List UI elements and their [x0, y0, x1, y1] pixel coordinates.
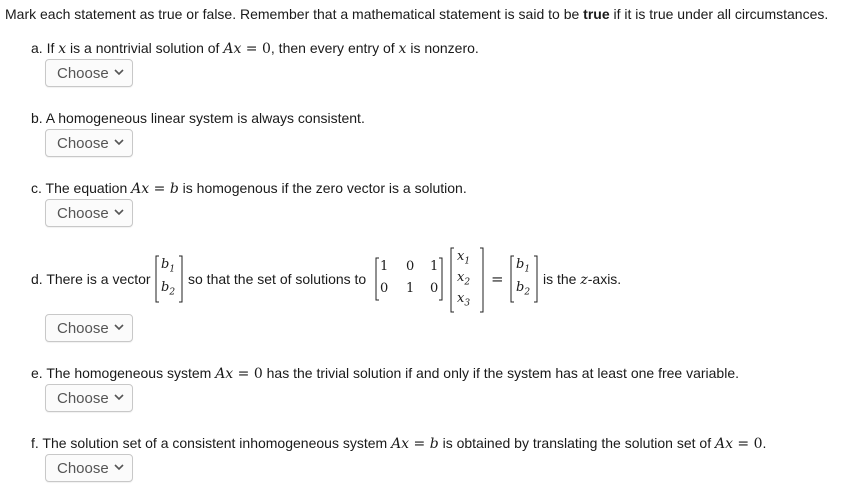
vector-x-entry: $x_1$ [457, 249, 471, 267]
answer-select-e[interactable]: Choose [45, 384, 133, 412]
vector-b-rhs [509, 254, 539, 304]
chevron-down-icon [114, 69, 124, 76]
equals-sign: = [491, 270, 504, 288]
vector-x-entry: $x_2$ [457, 270, 471, 288]
vector-b-rhs-bottom: $b_2$ [516, 280, 531, 298]
answer-select-a[interactable]: Choose [45, 59, 133, 87]
vector-x-entry: $x_3$ [457, 291, 471, 309]
answer-select-d[interactable]: Choose [45, 314, 133, 342]
vector-b-top: $b_1$ [161, 257, 176, 275]
matrix-cell: 0 [430, 281, 439, 296]
statement-d-end: is the z-axis. [543, 271, 622, 288]
matrix-cell: 1 [430, 259, 439, 274]
vector-b-bottom: $b_2$ [161, 280, 176, 298]
chevron-down-icon [114, 394, 124, 401]
statement-c: c. The equation Ax = b is homogenous if the zero vector is a solution. [31, 180, 467, 197]
vector-x [449, 246, 485, 314]
instructions [5, 6, 828, 22]
statement-f: f. The solution set of a consistent inhomogeneous system Ax = b is obtained by translating the solution set of Ax = 0. [31, 435, 767, 452]
coefficient-matrix [374, 256, 444, 302]
answer-select-c[interactable]: Choose [45, 199, 133, 227]
chevron-down-icon [114, 209, 124, 216]
chevron-down-icon [114, 324, 124, 331]
instructions-tail: if it is true under all circumstances. [609, 6, 829, 22]
chevron-down-icon [114, 139, 124, 146]
statement-a: a. If x is a nontrivial solution of Ax = 0, then every entry of x is nonzero. [31, 40, 479, 57]
chevron-down-icon [114, 464, 124, 471]
answer-select-b[interactable]: Choose [45, 129, 133, 157]
vector-b-rhs-top: $b_1$ [516, 257, 531, 275]
instructions-text: Mark each statement as true or false. Remember that a mathematical statement is said to be [5, 6, 584, 22]
statement-b: b. A homogeneous linear system is always consistent. [31, 110, 365, 126]
statement-e: e. The homogeneous system Ax = 0 has the trivial solution if and only if the system has at least one free variable. [31, 365, 740, 382]
matrix-cell: 1 [406, 281, 415, 296]
statement-d-label: d. There is a vector [31, 271, 151, 287]
vector-b [154, 254, 184, 304]
answer-select-f[interactable]: Choose [45, 454, 133, 482]
matrix-cell: 1 [380, 259, 389, 274]
matrix-cell: 0 [380, 281, 389, 296]
statement-d-mid: so that the set of solutions to [188, 271, 367, 287]
instructions-bold: true [583, 6, 610, 22]
matrix-cell: 0 [406, 259, 415, 274]
